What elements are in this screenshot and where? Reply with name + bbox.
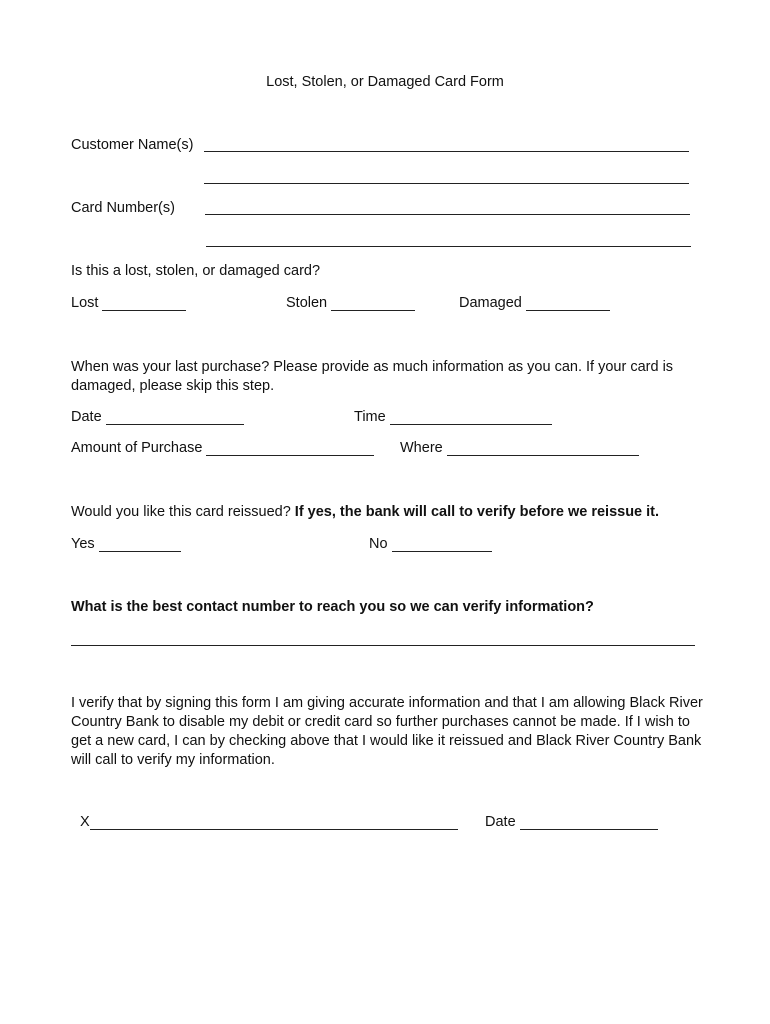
stolen-label: Stolen (286, 295, 328, 311)
lost-option (71, 295, 186, 311)
customer-name-field-1[interactable] (204, 151, 689, 152)
stolen-field[interactable] (331, 296, 415, 311)
lost-field[interactable] (102, 296, 186, 311)
reissue-no-field[interactable] (392, 537, 492, 552)
reissue-question-row (71, 504, 659, 520)
amount-row (71, 440, 374, 456)
form-title: Lost, Stolen, or Damaged Card Form (266, 74, 504, 90)
amount-label: Amount of Purchase (71, 440, 203, 456)
last-purchase-question: When was your last purchase? Please provide as much information as you can. If your card is damaged, please skip this step. (71, 359, 674, 394)
purchase-where-field[interactable] (447, 441, 639, 456)
signature-row (80, 814, 458, 830)
card-number-field-2[interactable] (206, 246, 691, 247)
reissue-note: If yes, the bank will call to verify before we reissue it. (294, 504, 660, 520)
signature-field[interactable] (90, 815, 458, 830)
no-row (369, 536, 492, 552)
date-label: Date (71, 409, 102, 425)
date-row (71, 409, 244, 425)
damaged-label: Damaged (459, 295, 522, 311)
verify-statement: I verify that by signing this form I am giving accurate information and that I am allowing Black River Country Bank to disable my debit or credit card so further purchases cannot be made. If I wish to get a new card, I can by checking above that I would like it reissued and Black River Country Bank will call to verify my information. (71, 695, 703, 768)
purchase-date-field[interactable] (106, 410, 244, 425)
reissue-yes-field[interactable] (99, 537, 181, 552)
damaged-field[interactable] (526, 296, 610, 311)
customer-name-field-2[interactable] (204, 183, 689, 184)
card-type-question: Is this a lost, stolen, or damaged card? (71, 263, 321, 279)
lost-label: Lost (71, 295, 99, 311)
stolen-option (286, 295, 415, 311)
customer-names-label: Customer Name(s) (71, 137, 194, 153)
card-number-field-1[interactable] (205, 214, 690, 215)
yes-label: Yes (71, 536, 95, 552)
signature-date-field[interactable] (520, 815, 658, 830)
where-label: Where (400, 440, 443, 456)
contact-number-field[interactable] (71, 645, 695, 646)
yes-row (71, 536, 181, 552)
time-row (354, 409, 552, 425)
signature-mark: X (80, 814, 90, 830)
damaged-option (459, 295, 610, 311)
reissue-question: Would you like this card reissued? (71, 504, 291, 520)
contact-question: What is the best contact number to reach you so we can verify information? (71, 599, 594, 615)
no-label: No (369, 536, 388, 552)
card-numbers-label: Card Number(s) (71, 200, 175, 216)
signature-date-row (485, 814, 658, 830)
where-row (400, 440, 639, 456)
signature-date-label: Date (485, 814, 516, 830)
time-label: Time (354, 409, 386, 425)
purchase-time-field[interactable] (390, 410, 552, 425)
purchase-amount-field[interactable] (206, 441, 374, 456)
